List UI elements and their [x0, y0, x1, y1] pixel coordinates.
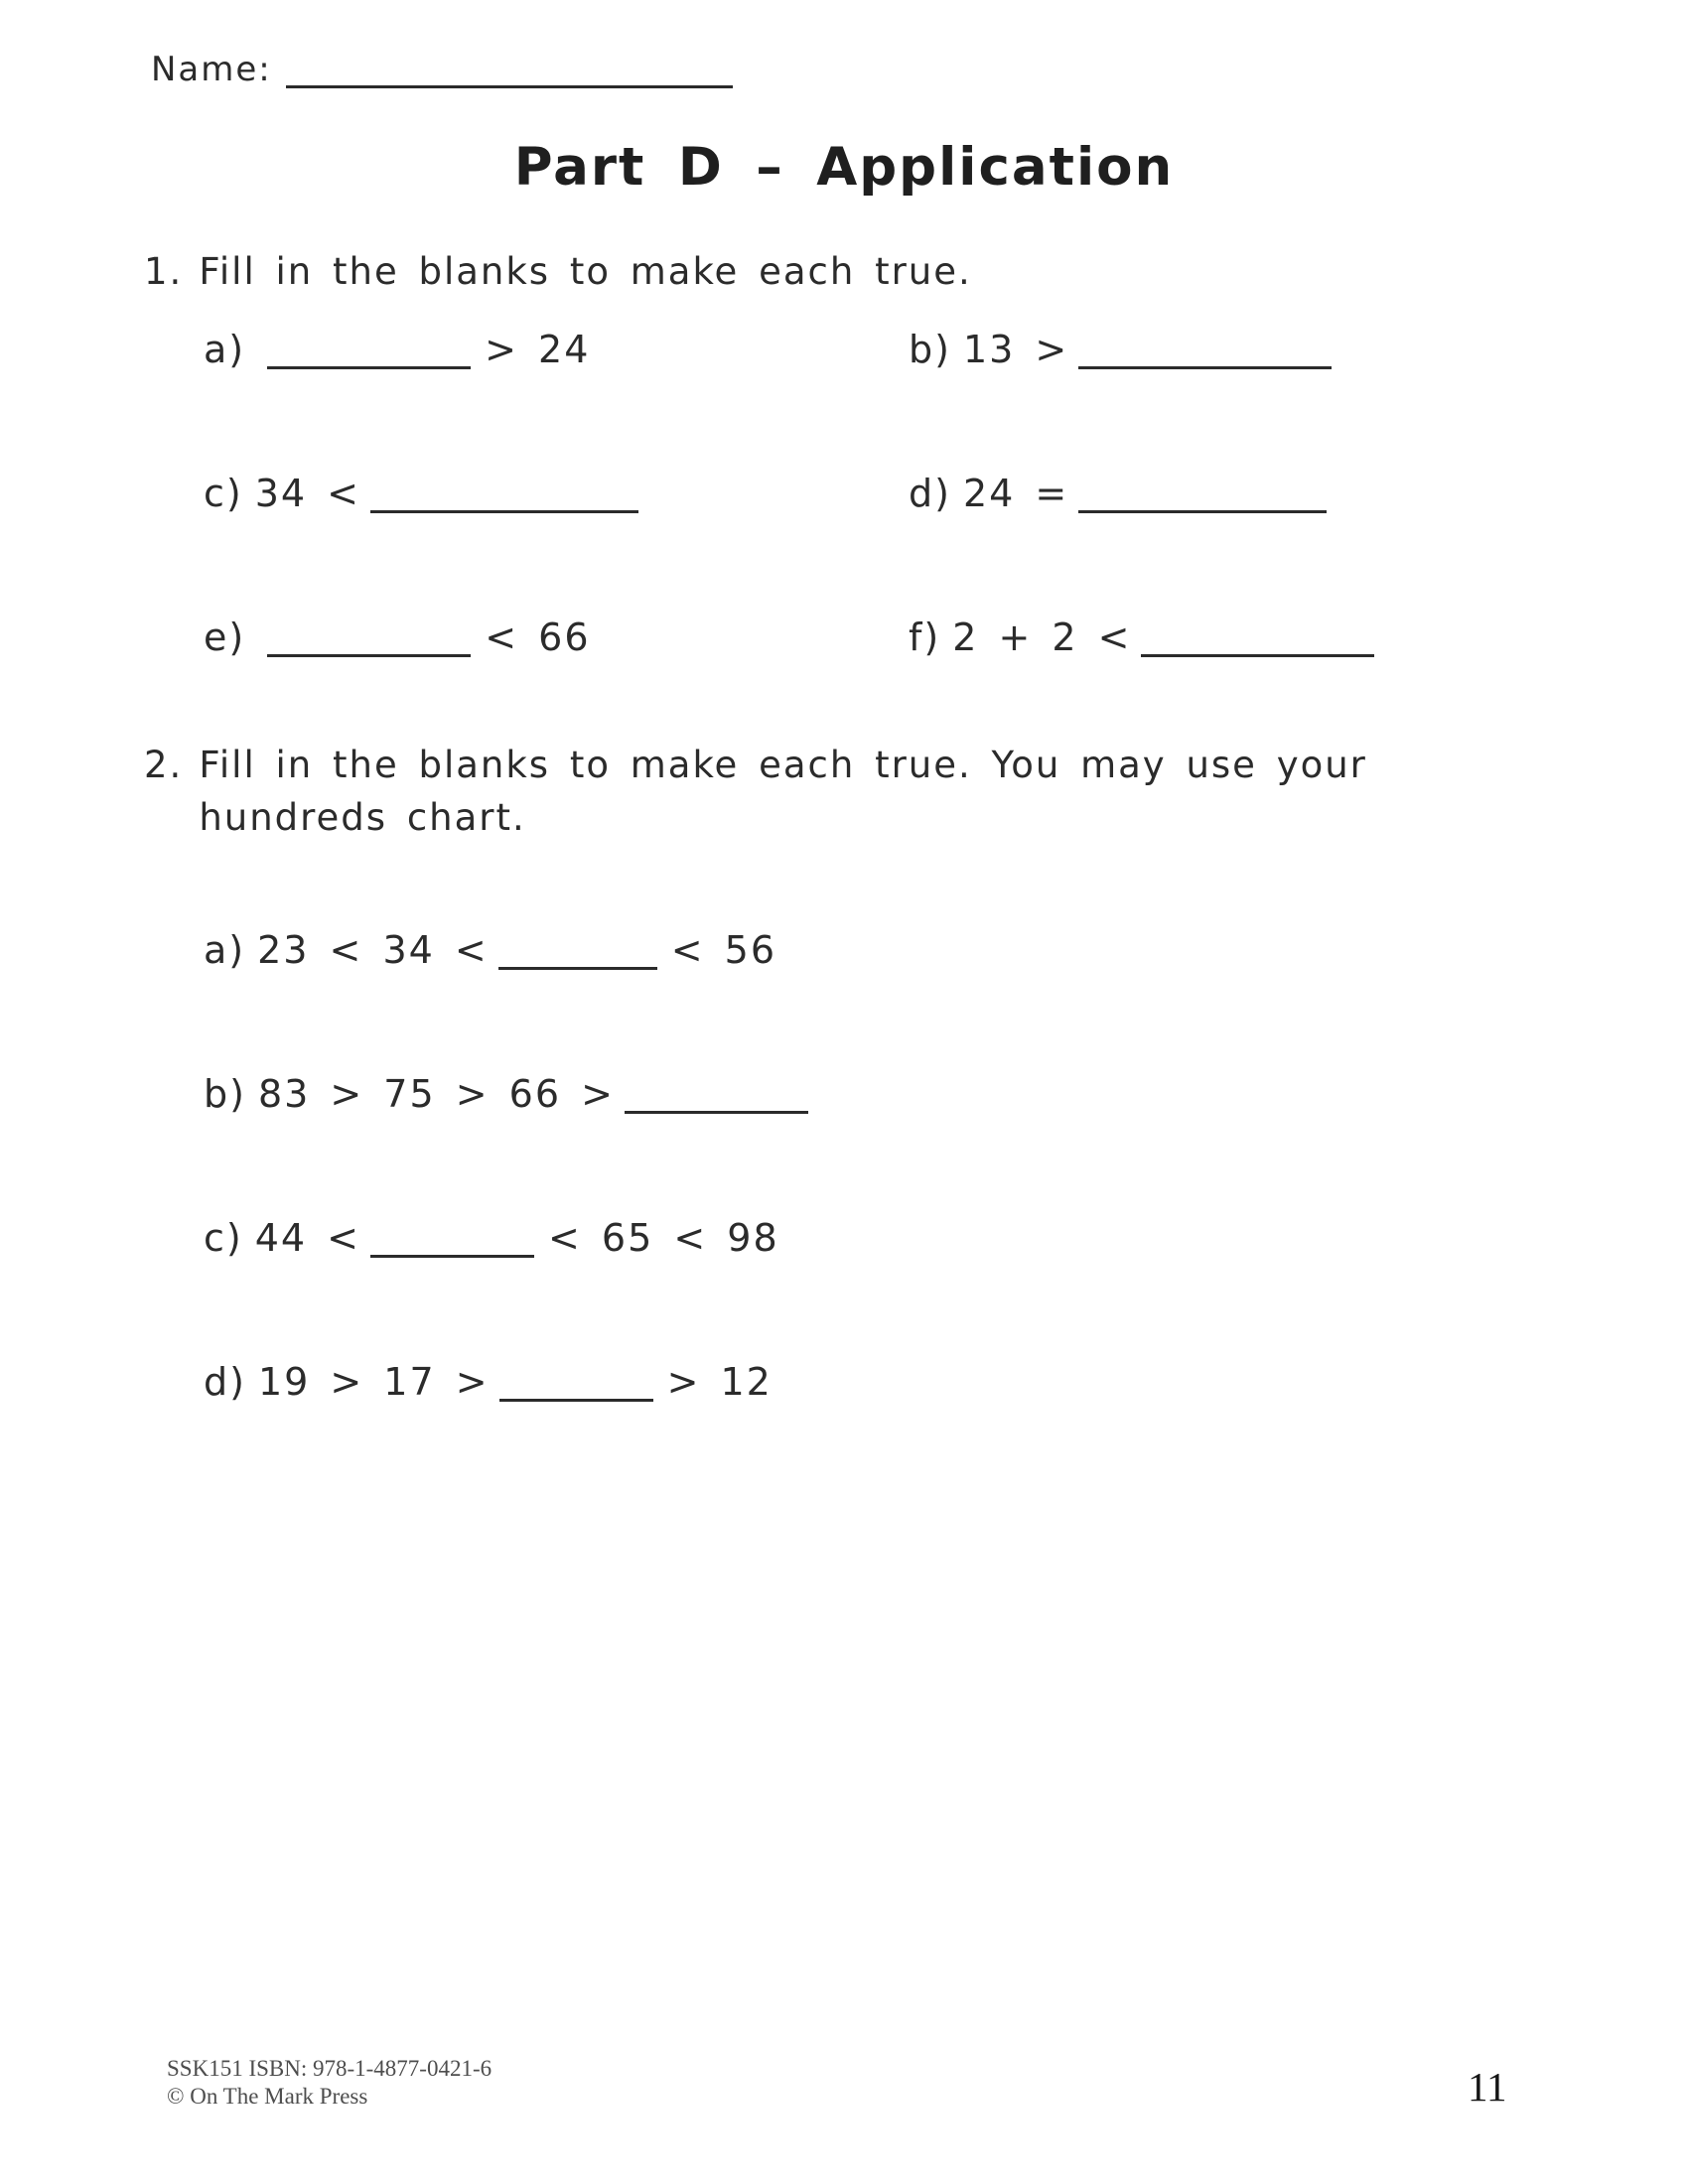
item-expression-post: > 24 — [485, 328, 591, 371]
question-2-heading — [144, 740, 1460, 844]
q1-item-d — [909, 472, 1340, 515]
item-label: c) — [204, 1216, 243, 1260]
q1-item-c — [204, 472, 652, 515]
q2-item-c — [204, 1216, 779, 1260]
q1-item-e — [204, 615, 591, 659]
name-row — [151, 50, 733, 89]
item-expression-post: > 12 — [666, 1360, 773, 1404]
item-label: f) — [909, 615, 941, 659]
q1-item-b — [909, 328, 1345, 371]
q1-item-f — [909, 615, 1388, 659]
item-expression-post: < 66 — [485, 615, 591, 659]
item-label: c) — [204, 472, 243, 515]
item-label: b) — [204, 1072, 246, 1116]
item-label: a) — [204, 928, 246, 972]
name-label: Name: — [151, 50, 272, 89]
item-expression-pre: 19 > 17 > — [257, 1360, 490, 1404]
answer-blank-line — [267, 337, 471, 369]
question-2-number: 2. — [144, 744, 184, 786]
item-label: e) — [204, 615, 246, 659]
question-1-heading — [144, 246, 972, 299]
q2-item-d — [204, 1360, 773, 1404]
item-expression-pre: 44 < — [254, 1216, 360, 1260]
item-expression-pre: 2 + 2 < — [952, 615, 1132, 659]
item-expression-post: < 65 < 98 — [548, 1216, 779, 1260]
answer-blank-line — [1141, 624, 1374, 657]
page-number: 11 — [1468, 2064, 1507, 2110]
name-blank-line — [286, 56, 733, 88]
item-label: b) — [909, 328, 951, 371]
item-expression-pre: 34 < — [254, 472, 360, 515]
footer-isbn: SSK151 ISBN: 978-1-4877-0421-6 — [167, 2056, 492, 2081]
footer-publisher-info — [167, 2055, 492, 2111]
answer-blank-line — [1078, 480, 1327, 513]
question-1-prompt: Fill in the blanks to make each true. — [199, 250, 972, 293]
item-expression-pre: 83 > 75 > 66 > — [257, 1072, 615, 1116]
answer-blank-line — [625, 1081, 808, 1114]
answer-blank-line — [1078, 337, 1332, 369]
q1-item-a — [204, 328, 590, 371]
question-2-prompt: Fill in the blanks to make each true. You may use your hundreds chart. — [199, 744, 1367, 839]
item-label: d) — [909, 472, 951, 515]
q2-item-b — [204, 1072, 822, 1116]
item-expression-post: < 56 — [670, 928, 777, 972]
answer-blank-line — [267, 624, 471, 657]
item-expression-pre: 13 > — [962, 328, 1069, 371]
item-expression-pre: 24 = — [962, 472, 1069, 515]
footer-copyright: © On The Mark Press — [167, 2084, 368, 2109]
page-title: Part D – Application — [513, 137, 1175, 198]
item-label: d) — [204, 1360, 246, 1404]
answer-blank-line — [498, 937, 657, 970]
answer-blank-line — [370, 1225, 534, 1258]
answer-blank-line — [370, 480, 638, 513]
item-label: a) — [204, 328, 246, 371]
item-expression-pre: 23 < 34 < — [257, 928, 489, 972]
question-1-number: 1. — [144, 250, 184, 293]
q2-item-a — [204, 928, 776, 972]
answer-blank-line — [499, 1369, 653, 1402]
